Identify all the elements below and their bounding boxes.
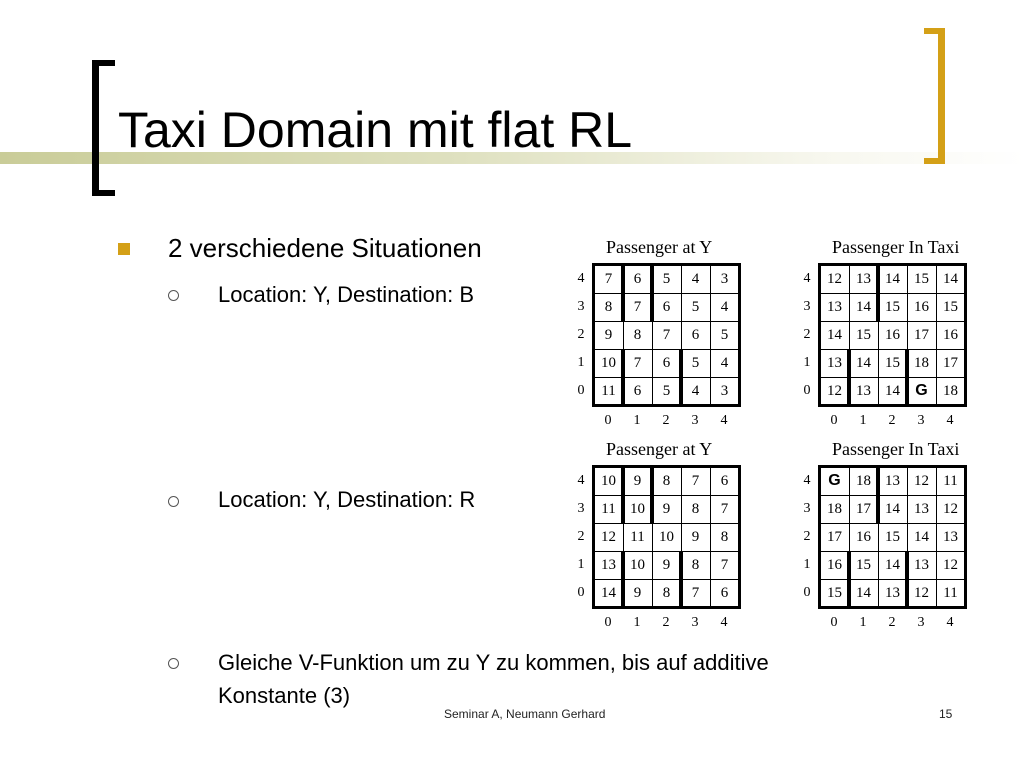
grid-cell: 11 xyxy=(943,584,958,601)
sub-bullet-ring-icon xyxy=(168,496,179,507)
grid-cell: 13 xyxy=(885,584,900,601)
grid-cell: 13 xyxy=(914,500,929,517)
grid-cell: 4 xyxy=(691,382,700,399)
grid-cell: 9 xyxy=(633,472,642,489)
grid-cell: 12 xyxy=(914,584,929,601)
grid-col-label: 0 xyxy=(830,413,838,428)
grid-col-label: 1 xyxy=(633,615,641,630)
grid-cell: 14 xyxy=(856,298,871,315)
sub-bullet-v-function-line2: Konstante (3) xyxy=(218,683,351,708)
grid-row-label: 1 xyxy=(577,355,585,370)
sub-bullet-v-function-line1: Gleiche V-Funktion um zu Y zu kommen, bis auf additive xyxy=(218,650,769,675)
grid-col-label: 1 xyxy=(633,413,641,428)
grid-frame xyxy=(592,263,741,407)
grid-cell: 3 xyxy=(720,382,729,399)
grid-cell: 9 xyxy=(604,326,613,343)
grid-title: Passenger In Taxi xyxy=(832,439,960,459)
grid-row-label: 2 xyxy=(577,529,585,544)
grid-row-label: 0 xyxy=(577,585,585,600)
grid-cell: 18 xyxy=(856,472,871,489)
goal-cell: G xyxy=(915,382,928,399)
grid-cell: 15 xyxy=(885,528,900,545)
grid-col-label: 3 xyxy=(691,615,699,630)
grid-cell: 7 xyxy=(691,584,700,601)
grid-cell: 5 xyxy=(662,270,671,287)
grid-cell: 14 xyxy=(601,584,616,601)
grid-cell: 8 xyxy=(662,584,671,601)
grid-cell: 6 xyxy=(691,326,700,343)
grid-cell: 13 xyxy=(601,556,616,573)
grid-col-label: 2 xyxy=(888,615,896,630)
grid-col-label: 2 xyxy=(888,413,896,428)
grid-cell: 10 xyxy=(601,472,616,489)
grid-cell: 16 xyxy=(914,298,929,315)
title-left-bracket xyxy=(92,60,115,196)
grid-cell: 14 xyxy=(885,500,900,517)
grid-cell: 8 xyxy=(691,500,700,517)
grid-cell: 8 xyxy=(604,298,613,315)
grid-row-label: 3 xyxy=(803,501,811,516)
grid-cell: 15 xyxy=(856,556,871,573)
grid-col-label: 0 xyxy=(604,413,612,428)
grid-cell: 9 xyxy=(662,500,671,517)
grid-cell: 7 xyxy=(633,354,642,371)
grid-row-label: 1 xyxy=(577,557,585,572)
grid-cell: 15 xyxy=(856,326,871,343)
grid-cell: 16 xyxy=(827,556,842,573)
grid-frame xyxy=(818,465,967,609)
sub-bullet-ring-icon xyxy=(168,658,179,669)
grid-cell: 7 xyxy=(633,298,642,315)
grid-cell: 13 xyxy=(885,472,900,489)
grid-cell: 11 xyxy=(601,382,616,399)
grid-cell: 4 xyxy=(720,354,729,371)
grid-row-label: 0 xyxy=(577,383,585,398)
grid-cell: 11 xyxy=(601,500,616,517)
grid-cell: 17 xyxy=(943,354,958,371)
grid-cell: 13 xyxy=(827,354,842,371)
sub-bullet-ring-icon xyxy=(168,290,179,301)
grid-row-label: 1 xyxy=(803,355,811,370)
grid-frame xyxy=(818,263,967,407)
grid-cell: 3 xyxy=(720,270,729,287)
footer-author: Seminar A, Neumann Gerhard xyxy=(444,707,606,721)
grid-cell: 15 xyxy=(827,584,842,601)
grid-cell: 9 xyxy=(633,584,642,601)
grid-cell: 15 xyxy=(914,270,929,287)
grid-cell: 8 xyxy=(691,556,700,573)
bullet-square-icon xyxy=(118,243,130,255)
grid-col-label: 3 xyxy=(917,615,925,630)
grid-cell: 10 xyxy=(630,500,645,517)
grid-cell: 17 xyxy=(827,528,842,545)
grid-col-label: 1 xyxy=(859,615,867,630)
grid-row-label: 3 xyxy=(577,299,585,314)
grid-cell: 11 xyxy=(630,528,645,545)
grid-row-label: 2 xyxy=(577,327,585,342)
grid-cell: 6 xyxy=(720,584,729,601)
grid-cell: 9 xyxy=(662,556,671,573)
grid-row-label: 4 xyxy=(577,473,585,488)
grid-col-label: 2 xyxy=(662,615,670,630)
grid-row-label: 3 xyxy=(577,501,585,516)
grid-cell: 14 xyxy=(885,382,900,399)
grid-cell: 14 xyxy=(827,326,842,343)
grid-cell: 11 xyxy=(943,472,958,489)
grid-col-label: 0 xyxy=(830,615,838,630)
grid-cell: 7 xyxy=(691,472,700,489)
grid-cell: 12 xyxy=(943,500,958,517)
grid-cell: 12 xyxy=(943,556,958,573)
grid-cell: 18 xyxy=(943,382,958,399)
grid-col-label: 3 xyxy=(917,413,925,428)
grid-title: Passenger at Y xyxy=(606,237,713,257)
grid-row-label: 4 xyxy=(577,271,585,286)
grid-row-label: 2 xyxy=(803,327,811,342)
grid-cell: 12 xyxy=(601,528,616,545)
grid-cell: 4 xyxy=(691,270,700,287)
grid-cell: 10 xyxy=(659,528,674,545)
grid-cell: 9 xyxy=(691,528,700,545)
grid-cell: 13 xyxy=(827,298,842,315)
grid-cell: 16 xyxy=(885,326,900,343)
grid-cell: 10 xyxy=(630,556,645,573)
grid-cell: 13 xyxy=(856,270,871,287)
slide-title: Taxi Domain mit flat RL xyxy=(118,102,633,158)
sub-bullet-location-b: Location: Y, Destination: B xyxy=(218,282,475,307)
grid-cell: 5 xyxy=(662,382,671,399)
grid-row-label: 4 xyxy=(803,271,811,286)
grid-title: Passenger at Y xyxy=(606,439,713,459)
grid-row-label: 3 xyxy=(803,299,811,314)
grid-cell: 14 xyxy=(885,556,900,573)
grid-cell: 15 xyxy=(885,354,900,371)
sub-bullet-location-r: Location: Y, Destination: R xyxy=(218,487,476,512)
grid-cell: 14 xyxy=(856,354,871,371)
grid-cell: 8 xyxy=(720,528,729,545)
grid-cell: 7 xyxy=(604,270,613,287)
grid-cell: 16 xyxy=(856,528,871,545)
grid-row-label: 0 xyxy=(803,585,811,600)
grid-cell: 8 xyxy=(662,472,671,489)
grid-cell: 14 xyxy=(943,270,958,287)
grid-cell: 5 xyxy=(691,354,700,371)
grid-col-label: 3 xyxy=(691,413,699,428)
grid-col-label: 4 xyxy=(720,413,728,428)
grid-row-label: 0 xyxy=(803,383,811,398)
grid-col-label: 4 xyxy=(720,615,728,630)
grid-col-label: 0 xyxy=(604,615,612,630)
grid-cell: 7 xyxy=(720,556,729,573)
grid-cell: 14 xyxy=(885,270,900,287)
grid-cell: 6 xyxy=(662,298,671,315)
grid-cell: 14 xyxy=(856,584,871,601)
grid-cell: 7 xyxy=(662,326,671,343)
grid-cell: 6 xyxy=(720,472,729,489)
grid-cell: 6 xyxy=(662,354,671,371)
grid-cell: 18 xyxy=(827,500,842,517)
grid-col-label: 1 xyxy=(859,413,867,428)
grid-cell: 15 xyxy=(943,298,958,315)
grid-cell: 15 xyxy=(885,298,900,315)
grid-cell: 13 xyxy=(943,528,958,545)
grid-col-label: 4 xyxy=(946,413,954,428)
grid-title: Passenger In Taxi xyxy=(832,237,960,257)
grid-cell: 10 xyxy=(601,354,616,371)
grid-cell: 4 xyxy=(720,298,729,315)
grid-cell: 18 xyxy=(914,354,929,371)
grid-cell: 12 xyxy=(827,382,842,399)
grid-frame xyxy=(592,465,741,609)
grid-cell: 6 xyxy=(633,270,642,287)
grid-cell: 5 xyxy=(691,298,700,315)
grid-cell: 16 xyxy=(943,326,958,343)
grid-cell: 17 xyxy=(856,500,871,517)
grid-row-label: 2 xyxy=(803,529,811,544)
grid-cell: 12 xyxy=(914,472,929,489)
grid-cell: 8 xyxy=(633,326,642,343)
goal-cell: G xyxy=(828,472,841,489)
grid-cell: 6 xyxy=(633,382,642,399)
grid-cell: 12 xyxy=(827,270,842,287)
grid-cell: 13 xyxy=(856,382,871,399)
grid-row-label: 1 xyxy=(803,557,811,572)
grid-cell: 7 xyxy=(720,500,729,517)
bullet-text: 2 verschiedene Situationen xyxy=(168,233,482,263)
grid-cell: 5 xyxy=(720,326,729,343)
grid-row-label: 4 xyxy=(803,473,811,488)
grid-col-label: 4 xyxy=(946,615,954,630)
footer-page-number: 15 xyxy=(939,707,953,721)
grid-col-label: 2 xyxy=(662,413,670,428)
grid-cell: 14 xyxy=(914,528,929,545)
title-right-bracket xyxy=(924,28,945,164)
grid-cell: 13 xyxy=(914,556,929,573)
grid-cell: 17 xyxy=(914,326,929,343)
